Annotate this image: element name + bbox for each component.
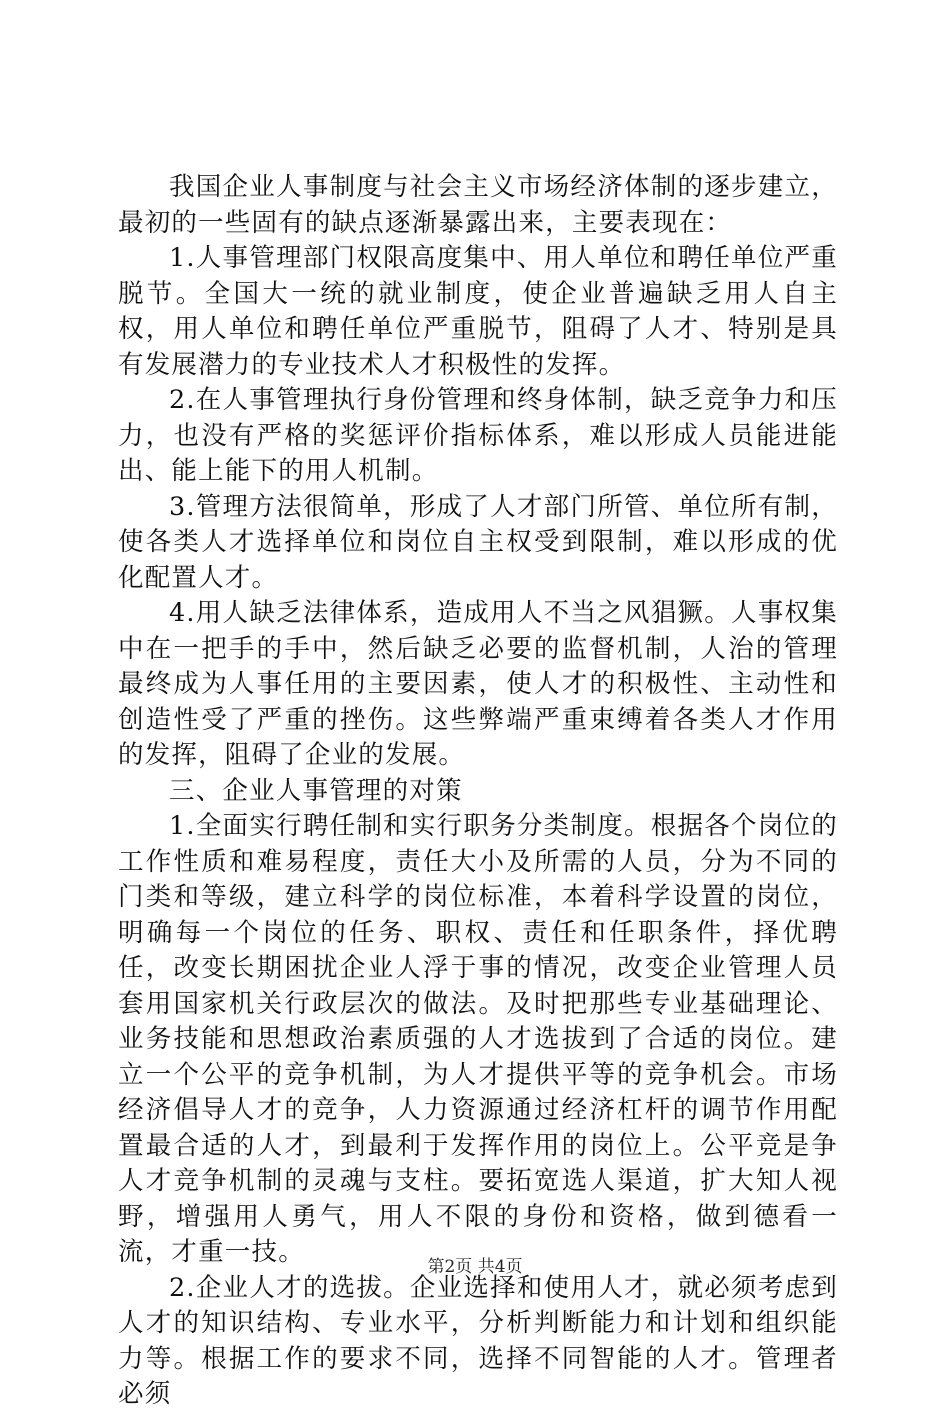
paragraph-measure-2: 2.企业人才的选拔。企业选择和使用人才，就必须考虑到人才的知识结构、专业水平，分析判断能力和计划和组织能力等。根据工作的要求不同，选择不同智能的人才。管理者必须 xyxy=(118,1272,838,1409)
page-footer: 第2页 共4页 xyxy=(427,1257,523,1277)
paragraph-problem-4: 4.用人缺乏法律体系，造成用人不当之风猖獗。人事权集中在一把手的手中，然后缺乏必要的监督机制，人治的管理最终成为人事任用的主要因素，使人才的积极性、主动性和创造性受了严重的挫伤。这些弊端严重束缚着各类人才作用的发挥，阻碍了企业的发展。 xyxy=(118,598,838,770)
paragraph-problem-2: 2.在人事管理执行身份管理和终身体制，缺乏竞争力和压力，也没有严格的奖惩评价指标体系，难以形成人员能进能出、能上能下的用人机制。 xyxy=(118,385,838,486)
paragraph-problem-1: 1.人事管理部门权限高度集中、用人单位和聘任单位严重脱节。全国大一统的就业制度，使企业普遍缺乏用人自主权，用人单位和聘任单位严重脱节，阻碍了人才、特别是具有发展潜力的专业技术人才积极性的发挥。 xyxy=(118,243,838,380)
section-heading-countermeasures: 三、企业人事管理的对策 xyxy=(169,775,463,806)
paragraph-measure-1: 1.全面实行聘任制和实行职务分类制度。根据各个岗位的工作性质和难易程度，责任大小及所需的人员，分为不同的门类和等级，建立科学的岗位标准，本着科学设置的岗位，明确每一个岗位的任务、职权、责任和任职条件，择优聘任，改变长期困扰企业人浮于事的情况，改变企业管理人员套用国家机关行政层次的做法。及时把那些专业基础理论、业务技能和思想政治素质强的人才选拔到了合适的岗位。建立一个公平的竞争机制，为人才提供平等的竞争机会。市场经济倡导人才的竞争，人力资源通过经济杠杆的调节作用配置最合适的人才，到最利于发挥作用的岗位上。公平竞是争人才竞争机制的灵魂与支柱。要拓宽选人渠道，扩大知人视野，增强用人勇气，用人不限的身份和资格，做到德看一流，才重一技。 xyxy=(118,811,838,1267)
paragraph-intro: 我国企业人事制度与社会主义市场经济体制的逐步建立，最初的一些固有的缺点逐渐暴露出来，主要表现在： xyxy=(118,172,838,238)
paragraph-problem-3: 3.管理方法很简单，形成了人才部门所管、单位所有制，使各类人才选择单位和岗位自主权受到限制，难以形成的优化配置人才。 xyxy=(118,491,838,593)
document-body xyxy=(118,170,838,1413)
